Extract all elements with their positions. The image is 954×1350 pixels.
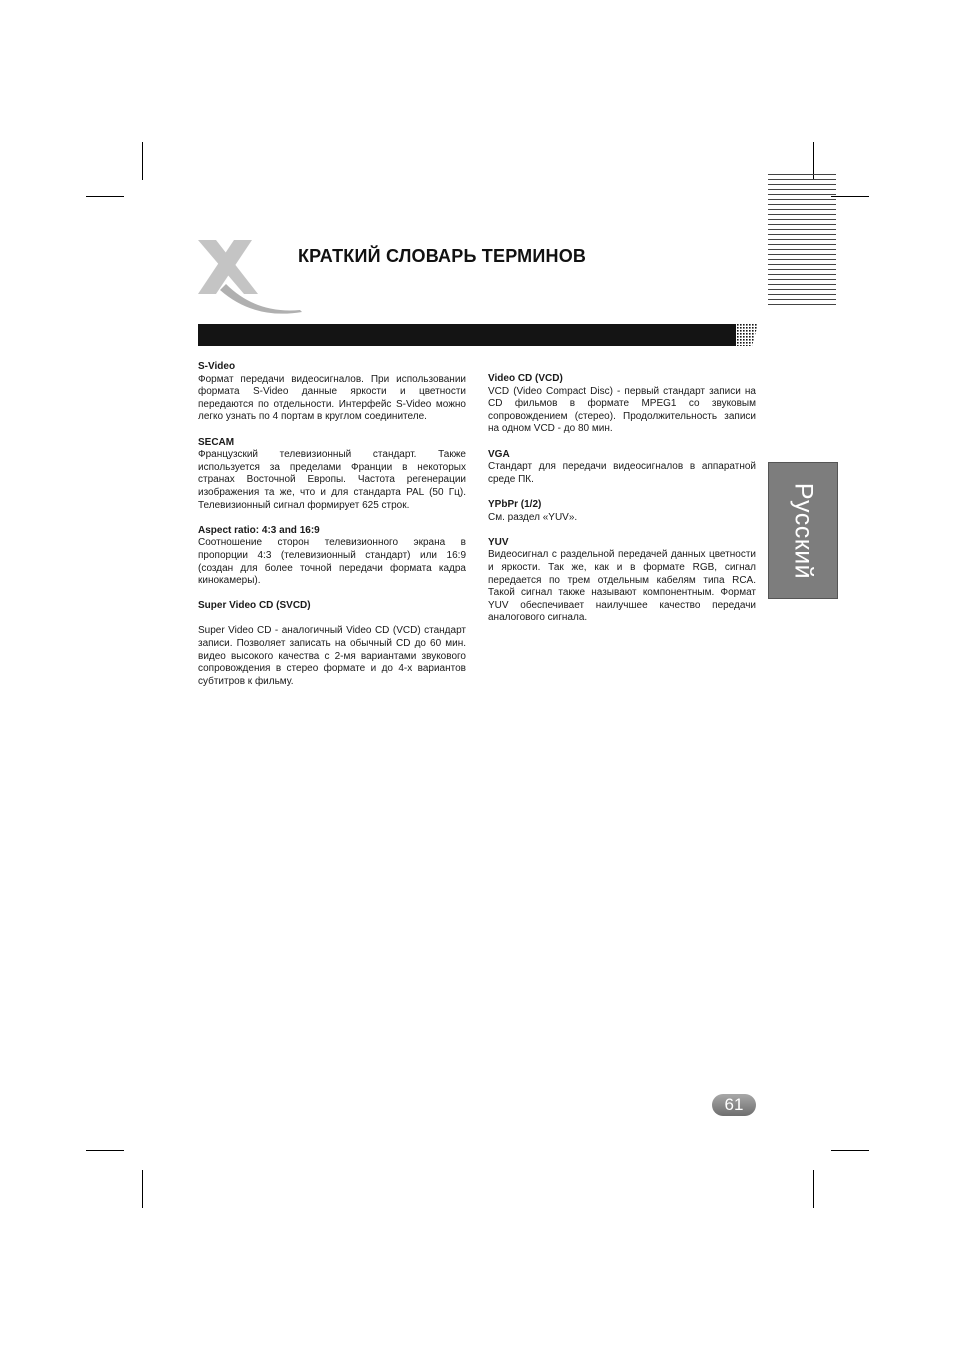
glossary-definition: Стандарт для передачи видеосигналов в аппаратной среде ПК. [488, 461, 756, 485]
language-tab [768, 462, 838, 599]
glossary-definition: Видеосигнал с раздельной передачей данных цветности и яркости. Так же, как и в формате RGB, сигнал передается по трем отдельным кабелям типа RCA. Такой сигнал также называют компонентным. Формат YUV обеспечивает наилучшее качество передачи аналогового сигнала. [488, 549, 756, 624]
header-bar [198, 324, 736, 346]
glossary-entry [198, 600, 466, 688]
crop-mark [813, 1170, 814, 1208]
glossary-entry [488, 373, 756, 436]
glossary-entry [488, 499, 756, 524]
glossary-definition: Соотношение сторон телевизионного экрана в пропорции 4:3 (телевизионный стандарт) или 16:9 (создан для более точной передачи формата кадра кинокамеры). [198, 537, 466, 587]
glossary-entry [488, 537, 756, 625]
glossary-column-left [198, 361, 466, 701]
glossary-column-right [488, 373, 756, 637]
glossary-entry [198, 437, 466, 513]
language-tab-label: Русский [789, 482, 818, 579]
glossary-term: SECAM [198, 436, 235, 448]
crop-mark [142, 1170, 143, 1208]
crop-mark [86, 1150, 124, 1151]
glossary-term: Super Video CD (SVCD) [198, 600, 311, 612]
glossary-term: YPbPr (1/2) [488, 498, 542, 510]
glossary-term: Video CD (VCD) [488, 373, 563, 384]
glossary-definition: Super Video CD - аналогичный Video CD (VCD) стандарт записи. Позволяет записать на обычный CD до 60 мин. видео высокого качества с 2-мя вариантами звукового сопровождения в стерео формате и до 4-х вариантов субтитров к фильму. [198, 625, 466, 687]
header-bar-dotted-end [728, 324, 758, 346]
glossary-term: Aspect ratio: 4:3 and 16:9 [198, 524, 320, 536]
glossary-entry [198, 525, 466, 588]
glossary-definition: Формат передачи видеосигналов. При использовании формата S-Video данные яркости и цветности передаются по отдельности. Интерфейс S-Video можно легко узнать по 4 портам в круглом соединителе. [198, 373, 466, 423]
glossary-term: S-Video [198, 361, 236, 372]
glossary-term: VGA [488, 448, 510, 460]
page-title: КРАТКИЙ СЛОВАРЬ ТЕРМИНОВ [298, 246, 587, 266]
crop-mark [142, 142, 143, 180]
glossary-definition: Французский телевизионный стандарт. Также используется за пределами Франции в некоторых странах Восточной Европы. Частота регенерации изображения та же, что и для стандарта PAL (50 Гц). Телевизионный сигнал формирует 625 строк. [198, 449, 466, 511]
glossary-definition: VCD (Video Compact Disc) - первый стандарт записи на CD фильмов в формате MPEG1 со звуковым сопровождением (стерео). Продолжительность записи на одном VCD - до 80 мин. [488, 385, 756, 435]
glossary-entry [198, 361, 466, 424]
glossary-entry [488, 449, 756, 487]
decorative-stripes [768, 174, 836, 309]
brand-x-logo [196, 236, 306, 316]
glossary-term: YUV [488, 536, 509, 548]
crop-mark [831, 196, 869, 197]
crop-mark [86, 196, 124, 197]
glossary-definition: См. раздел «YUV». [488, 511, 578, 523]
crop-mark [831, 1150, 869, 1151]
page-number: 61 [712, 1094, 756, 1116]
